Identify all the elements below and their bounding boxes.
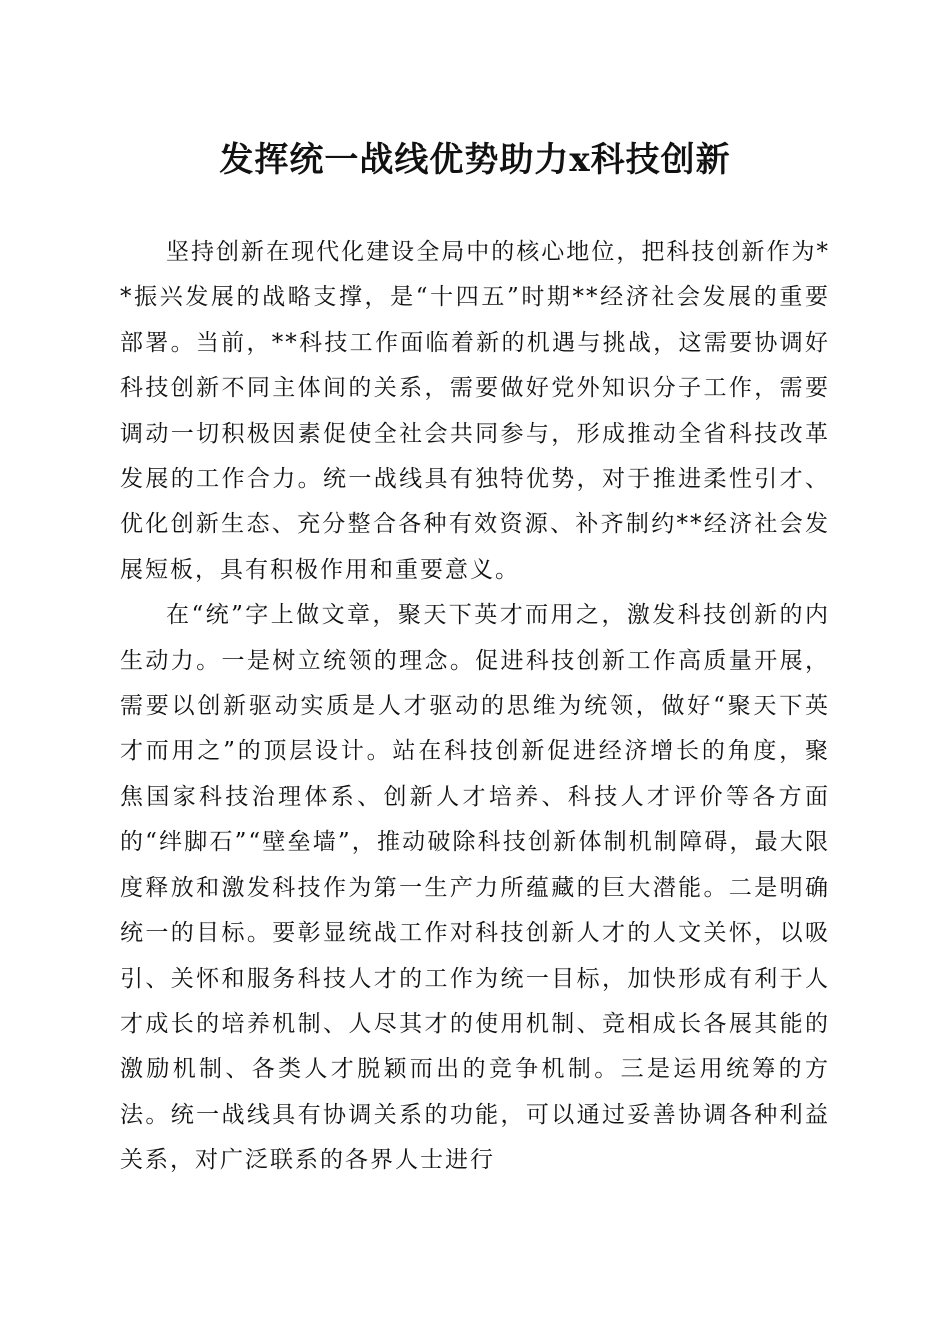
paragraph-intro: 坚持创新在现代化建设全局中的核心地位，把科技创新作为**振兴发展的战略支撑，是“十四五”时期**经济社会发展的重要部署。当前，**科技工作面临着新的机遇与挑战，这需要协调好科技创新不同主体间的关系，需要做好党外知识分子工作，需要调动一切积极因素促使全社会共同参与，形成推动全省科技改革发展的工作合力。统一战线具有独特优势，对于推进柔性引才、优化创新生态、充分整合各种有效资源、补齐制约**经济社会发展短板，具有积极作用和重要意义。 [120, 239, 830, 583]
document-body [120, 230, 830, 1184]
paragraph-unify: 在“统”字上做文章，聚天下英才而用之，激发科技创新的内生动力。一是树立统领的理念。促进科技创新工作高质量开展，需要以创新驱动实质是人才驱动的思维为统领，做好“聚天下英才而用之”的顶层设计。站在科技创新促进经济增长的角度，聚焦国家科技治理体系、创新人才培养、科技人才评价等各方面的“绊脚石”“壁垒墙”，推动破除科技创新体制机制障碍，最大限度释放和激发科技作为第一生产力所蕴藏的巨大潜能。二是明确统一的目标。要彰显统战工作对科技创新人才的人文关怀，以吸引、关怀和服务科技人才的工作为统一目标，加快形成有利于人才成长的培养机制、人尽其才的使用机制、竞相成长各展其能的激励机制、各类人才脱颖而出的竞争机制。三是运用统筹的方法。统一战线具有协调关系的功能，可以通过妥善协调各种利益关系，对广泛联系的各界人士进行 [120, 602, 830, 1174]
document-title: 发挥统一战线优势助力x科技创新 [219, 140, 731, 180]
